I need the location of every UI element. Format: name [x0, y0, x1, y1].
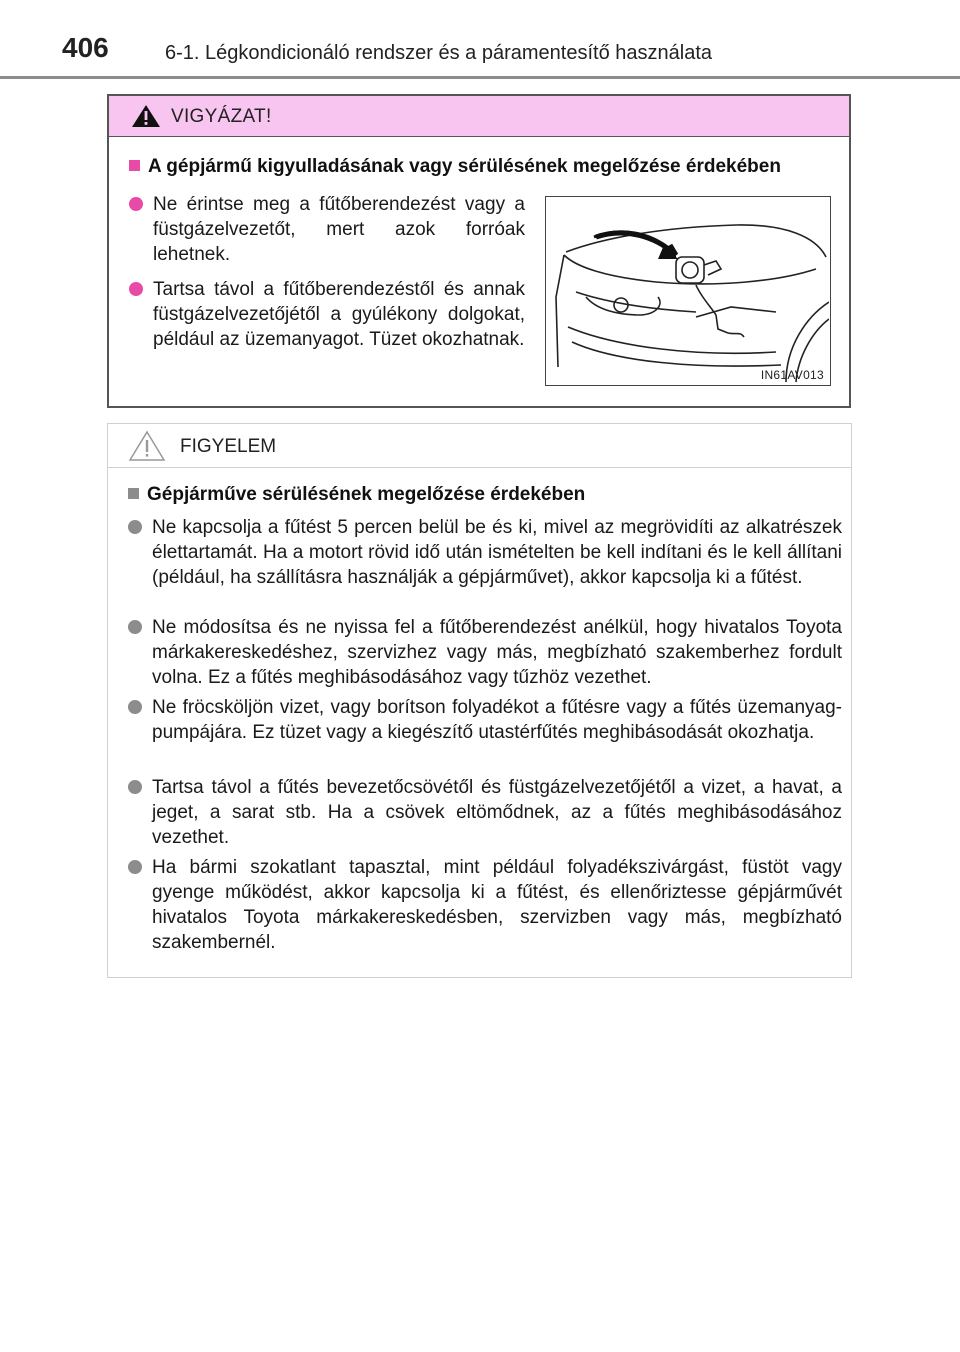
- warning-triangle-icon: [131, 104, 161, 133]
- notice-bullet: Ne fröcsköljön vizet, vagy borítson folyadékot a fűtésre vagy a fűtés üzemanyag-pumpájára. Ez tüzet vagy a kiegészítő utastérfűtés meghibásodását okozhatja.: [128, 695, 842, 745]
- chapter-title: 6-1. Légkondicionáló rendszer és a páramentesítő használata: [165, 42, 713, 64]
- warning-bullet: Tartsa távol a fűtőberendezéstől és annak füstgázelvezetőjétől a gyúlékony dolgokat, például az üzemanyagot. Tüzet okozhatnak.: [129, 277, 525, 352]
- notice-bullet: Ha bármi szokatlant tapasztal, mint például folyadékszivárgást, füstöt vagy gyenge működést, akkor kapcsolja ki a fűtést, és ellenőriztesse gépjárművét hivatalos Toyota márkakereskedésben, szervizben vagy más, megbízható szakembernél.: [128, 855, 842, 955]
- bullet-dot-icon: [129, 197, 143, 211]
- bullet-dot-icon: [128, 860, 142, 874]
- page-number: 406: [62, 32, 109, 63]
- bullet-dot-icon: [128, 620, 142, 634]
- notice-section-title: Gépjárműve sérülésének megelőzése érdekében: [128, 484, 585, 506]
- heater-illustration: [545, 196, 831, 386]
- bullet-dot-icon: [128, 780, 142, 794]
- warning-section-title: A gépjármű kigyulladásának vagy sérülésének megelőzése érdekében: [129, 156, 781, 178]
- section-square-icon: [128, 488, 139, 499]
- caution-triangle-icon: [128, 430, 166, 467]
- warning-box: [107, 94, 851, 408]
- header-divider: [0, 76, 960, 79]
- figure-code: IN61AV013: [760, 368, 824, 382]
- notice-bullet: Ne kapcsolja a fűtést 5 percen belül be és ki, mivel az megrövidíti az alkatrészek élettartamát. Ha a motort rövid idő után ismételten be kell indítani és le kell állítani (például, ha szállításra használják a gépjárművet), akkor kapcsolja ki a fűtést.: [128, 515, 842, 590]
- notice-header: [108, 424, 851, 468]
- warning-label: VIGYÁZAT!: [171, 106, 272, 127]
- notice-bullet: Ne módosítsa és ne nyissa fel a fűtőberendezést anélkül, hogy hivatalos Toyota márkakereskedéshez, szervizhez vagy más, megbízható szakemberhez fordult volna. Ez a fűtés meghibásodásához vagy tűzhöz vezethet.: [128, 615, 842, 690]
- warning-bullet: Ne érintse meg a fűtőberendezést vagy a füstgázelvezetőt, mert azok forróak lehetnek.: [129, 192, 525, 267]
- bullet-dot-icon: [128, 520, 142, 534]
- bullet-dot-icon: [128, 700, 142, 714]
- warning-header: [109, 96, 849, 137]
- section-square-icon: [129, 160, 140, 171]
- car-front-illustration: [546, 197, 829, 384]
- page-header: [0, 0, 960, 80]
- notice-box: [107, 423, 852, 978]
- notice-label: FIGYELEM: [180, 436, 277, 457]
- bullet-dot-icon: [129, 282, 143, 296]
- notice-bullet: Tartsa távol a fűtés bevezetőcsövétől és füstgázelvezetőjétől a vizet, a havat, a jeget, a sarat stb. Ha a csövek eltömődnek, az a fűtés meghibásodásához vezethet.: [128, 775, 842, 850]
